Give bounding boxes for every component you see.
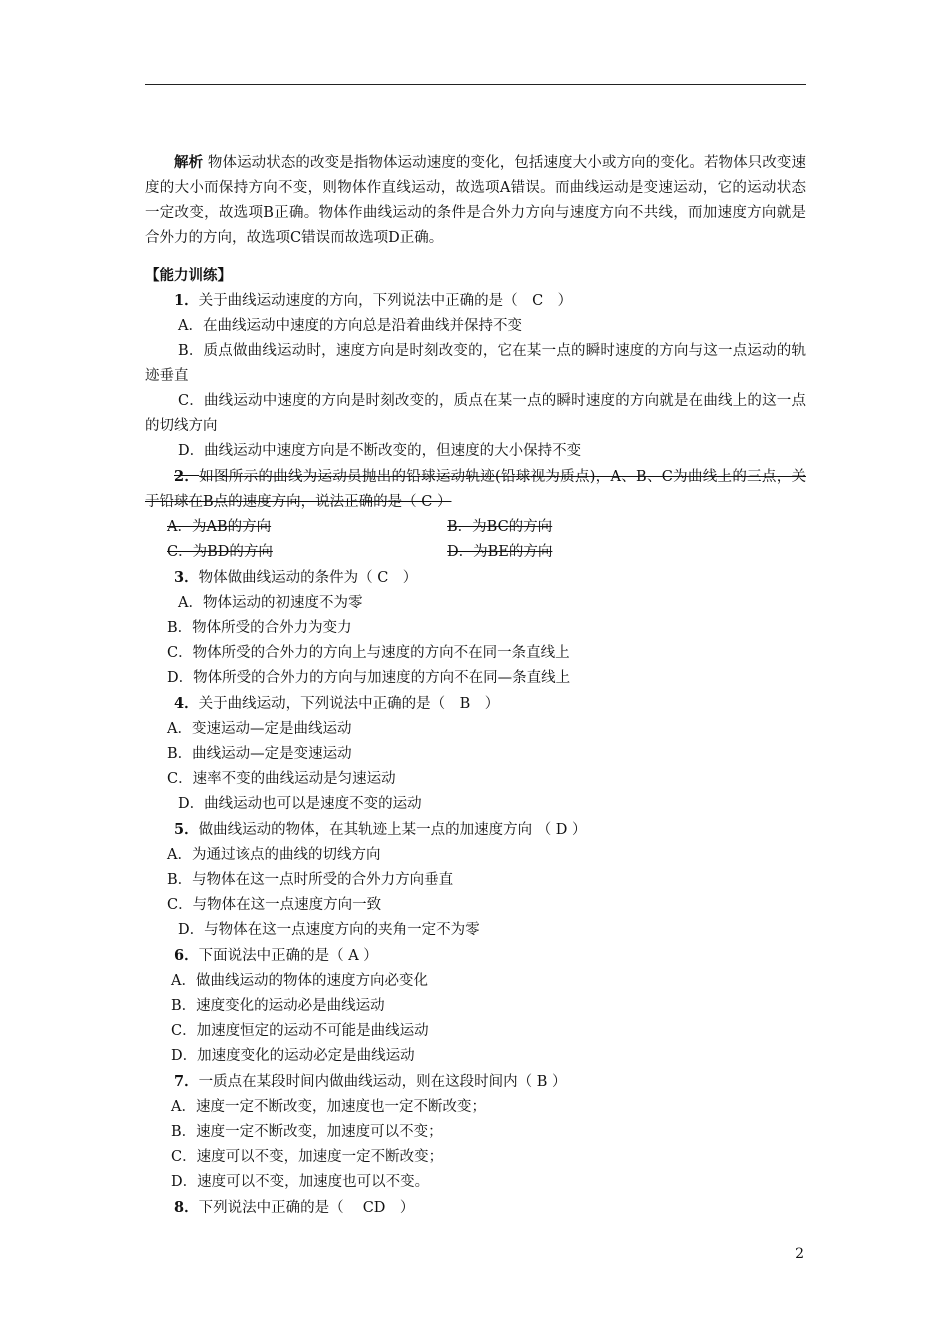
question-7-option-b: B．速度一定不断改变，加速度可以不变；: [171, 1124, 443, 1140]
question-3-option-b: B．物体所受的合外力为变力: [167, 620, 352, 636]
question-6-stem: 下面说法中正确的是（ A ）: [198, 948, 378, 964]
question-7-option-a: A．速度一定不断改变，加速度也一定不断改变；: [171, 1099, 486, 1115]
question-5-option-a: A．为通过该点的曲线的切线方向: [167, 847, 381, 863]
question-5: [145, 817, 806, 843]
question-3-option-a: A．物体运动的初速度不为零: [178, 595, 363, 611]
question-3-option-c: C．物体所受的合外力的方向上与速度的方向不在同一条直线上: [167, 645, 570, 661]
question-6: [145, 943, 806, 969]
question-6-option-a: A．做曲线运动的物体的速度方向必变化: [171, 973, 428, 989]
analysis-text: 物体运动状态的改变是指物体运动速度的变化，包括速度大小或方向的变化。若物体只改变速度的大小而保持方向不变，则物体作直线运动，故选项A错误。而曲线运动是变速运动，它的运动状态一定改变，故选项B正确。物体作曲线运动的条件是合外力方向与速度方向不共线，而加速度方向就是合外力的方向，故选项C错误而故选项D正确。: [145, 155, 807, 246]
question-6-option-b: B．速度变化的运动必是曲线运动: [171, 998, 385, 1014]
question-4-number: 4．: [174, 695, 199, 712]
analysis-label: 解析: [174, 154, 204, 171]
question-2-option-c: C．为BD的方向: [167, 544, 273, 560]
question-1-stem: 关于曲线运动速度的方向，下列说法中正确的是（ C ）: [198, 293, 573, 309]
question-7-option-c: C．速度可以不变，加速度一定不断改变；: [171, 1149, 444, 1165]
question-4-option-a: A．变速运动—定是曲线运动: [167, 721, 352, 737]
question-7-stem: 一质点在某段时间内做曲线运动，则在这段时间内（ B ）: [198, 1074, 567, 1090]
question-1-option-d: D．曲线运动中速度方向是不断改变的，但速度的大小保持不变: [178, 443, 582, 459]
question-7: [145, 1069, 806, 1095]
question-2-option-b: B．为BC的方向: [447, 519, 553, 535]
question-1: [145, 288, 806, 314]
question-2-stem: 如图所示的曲线为运动员抛出的铅球运动轨迹(铅球视为质点)，A、B、C为曲线上的三点，关于铅球在B点的速度方向，说法正确的是（ C ）: [145, 469, 806, 510]
question-2-options-cd: [145, 540, 806, 565]
question-6-number: 6．: [174, 947, 199, 964]
question-8-stem: 下列说法中正确的是（ CD ）: [198, 1200, 415, 1216]
question-4: [145, 691, 806, 717]
question-4-option-c: C．速率不变的曲线运动是匀速运动: [167, 771, 396, 787]
question-5-option-c: C．与物体在这一点速度方向一致: [167, 897, 382, 913]
header-rule: [145, 84, 806, 85]
question-8: [145, 1195, 806, 1221]
question-2-options-ab: [145, 515, 806, 540]
question-5-stem: 做曲线运动的物体，在其轨迹上某一点的加速度方向 （ D ）: [198, 822, 587, 838]
question-3-stem: 物体做曲线运动的条件为（ C ）: [198, 570, 418, 586]
question-1-option-a: A．在曲线运动中速度的方向总是沿着曲线并保持不变: [178, 318, 522, 334]
question-1-option-c: C．曲线运动中速度的方向是时刻改变的，质点在某一点的瞬时速度的方向就是在曲线上的这一点的切线方向: [145, 393, 806, 434]
question-3-option-d: D．物体所受的合外力的方向与加速度的方向不在同—条直线上: [167, 670, 571, 686]
question-2-number: 2．: [174, 468, 200, 485]
question-3-number: 3．: [174, 569, 199, 586]
question-5-option-d: D．与物体在这一点速度方向的夹角一定不为零: [178, 922, 480, 938]
question-4-option-b: B．曲线运动—定是变速运动: [167, 746, 352, 762]
question-5-number: 5．: [174, 821, 199, 838]
question-7-number: 7．: [174, 1073, 199, 1090]
question-8-number: 8．: [174, 1199, 199, 1216]
analysis-paragraph: [145, 150, 806, 251]
question-1-number: 1．: [174, 292, 199, 309]
question-2: [145, 464, 806, 515]
question-2-option-a: A．为AB的方向: [167, 519, 272, 535]
question-6-option-d: D．加速度变化的运动必定是曲线运动: [171, 1048, 415, 1064]
question-5-option-b: B．与物体在这一点时所受的合外力方向垂直: [167, 872, 454, 888]
question-4-option-d: D．曲线运动也可以是速度不变的运动: [178, 796, 422, 812]
question-2-option-d: D．为BE的方向: [447, 544, 553, 560]
page-number: 2: [795, 1246, 804, 1262]
question-4-stem: 关于曲线运动，下列说法中正确的是（ B ）: [198, 696, 500, 712]
section-title: 【能力训练】: [145, 267, 232, 284]
question-7-option-d: D．速度可以不变，加速度也可以不变。: [171, 1174, 430, 1190]
question-1-option-b: B．质点做曲线运动时，速度方向是时刻改变的，它在某一点的瞬时速度的方向与这一点运动的轨迹垂直: [145, 343, 806, 384]
question-6-option-c: C．加速度恒定的运动不可能是曲线运动: [171, 1023, 429, 1039]
page-content: [145, 150, 806, 1221]
question-3: [145, 565, 806, 591]
